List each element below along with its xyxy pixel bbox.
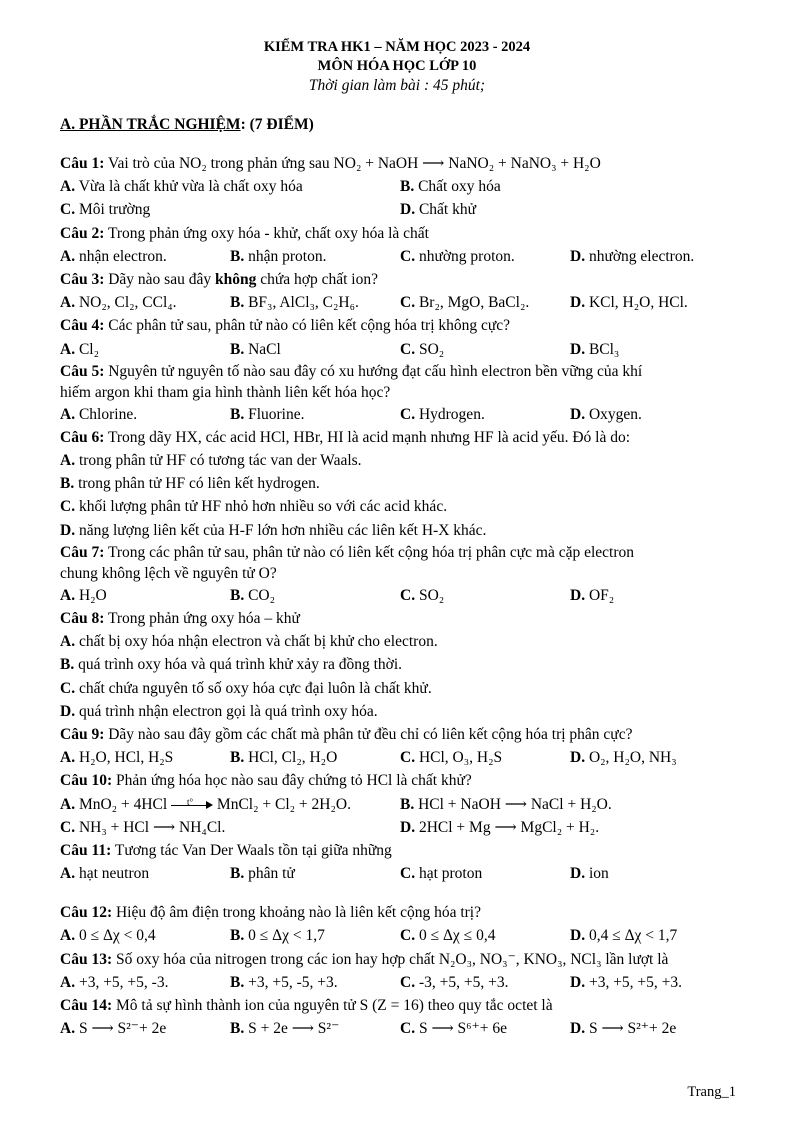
option-label: B. [230,247,245,265]
option-label: C. [400,405,416,423]
section-points: : (7 ĐIỂM) [240,116,314,133]
option-text: NH₃ + HCl ⟶ NH₄Cl. [78,818,226,836]
option-a [60,403,137,426]
option-c [400,924,495,947]
question-label: Câu 9: [60,725,105,743]
question-9 [60,723,740,746]
subject-title: MÔN HÓA HỌC LỚP 10 [317,58,477,74]
option-text: 0 ≤ Δχ < 1,7 [248,927,325,945]
question-5 [60,361,740,382]
option-d [570,862,609,885]
option-text: MnCl₂ + Cl₂ + 2H₂O. [216,795,351,813]
option-text: Chất oxy hóa [418,178,501,196]
option-label: B. [400,178,415,196]
option-a [60,449,740,472]
option-a [60,584,107,607]
option-label: C. [400,294,416,312]
option-d [570,584,614,607]
question-1-options-row2 [60,198,740,221]
option-text: chất bị oxy hóa nhận electron và chất bị khử cho electron. [78,633,438,651]
option-label: C. [60,498,76,516]
question-label: Câu 13: [60,950,113,968]
option-d [570,924,677,947]
option-label: A. [60,749,76,767]
option-text: hạt proton [418,865,483,883]
option-a [60,1017,166,1040]
option-label: D. [400,818,416,836]
option-text: 2HCl + Mg ⟶ MgCl₂ + H₂. [418,818,600,836]
question-label: Câu 7: [60,543,105,561]
option-label: C. [60,201,76,219]
option-b [230,338,281,361]
option-b [400,793,612,816]
option-text: Hydrogen. [418,405,485,423]
question-12-options [60,924,740,947]
option-text: O₂, H₂O, NH₃ [588,749,677,767]
spacer [60,885,740,901]
option-c [400,245,515,268]
question-text: Mô tả sự hình thành ion của nguyên tử S (Z = 16) theo quy tắc octet là [115,997,553,1014]
option-label: B. [230,973,245,991]
option-label: A. [60,340,76,358]
question-5-continued [60,382,740,403]
option-b [60,653,740,676]
option-c [400,971,508,994]
option-text: BF₃, AlCl₃, C₂H₆. [248,294,359,312]
option-text: HCl, O₃, H₂S [418,749,503,767]
question-9-options [60,746,740,769]
question-5-options [60,403,740,426]
exam-title: KIỂM TRA HK1 – NĂM HỌC 2023 - 2024 [263,39,531,55]
option-text: Vừa là chất khử vừa là chất oxy hóa [78,178,303,196]
question-text: Nguyên tử nguyên tố nào sau đây có xu hướng đạt cấu hình electron bền vững của khí [108,362,643,380]
option-d [570,1017,676,1040]
option-label: D. [570,405,586,423]
option-d [570,971,682,994]
option-a [60,291,177,314]
option-b [230,403,305,426]
option-d [60,700,740,723]
question-label: Câu 10: [60,772,113,790]
option-a [60,862,149,885]
option-a [60,924,156,947]
option-a [60,338,99,361]
option-label: B. [230,340,245,358]
option-label: A. [60,294,76,312]
option-b [230,924,325,947]
question-text: Phản ứng hóa học nào sau đây chứng tỏ HCl là chất khử? [115,772,472,790]
option-text: Cl₂ [78,340,100,358]
option-label: A. [60,247,76,265]
option-a [60,793,351,816]
option-label: C. [60,679,76,697]
option-text: CO₂ [248,586,276,604]
question-10-options-row2 [60,816,740,839]
question-text: Dãy nào sau đây gồm các chất mà phân tử đều chỉ có liên kết cộng hóa trị phân cực? [108,725,633,743]
question-4-options [60,338,740,361]
question-10 [60,769,740,792]
question-4 [60,314,740,337]
option-label: B. [230,865,245,883]
question-label: Câu 11: [60,841,112,859]
option-text: quá trình nhận electron gọi là quá trình oxy hóa. [78,702,378,720]
question-label: Câu 8: [60,610,105,627]
option-text: 0 ≤ Δχ < 0,4 [78,927,156,945]
option-a [60,746,173,769]
option-label: B. [230,294,245,312]
option-label: A. [60,633,76,651]
option-label: C. [400,927,416,945]
option-text: chất chứa nguyên tố số oxy hóa cực đại luôn là chất khử. [78,679,432,697]
question-label: Câu 12: [60,904,113,922]
option-text: nhận proton. [248,247,327,265]
question-text: Tương tác Van Der Waals tồn tại giữa những [114,841,392,859]
option-label: C. [400,247,416,265]
option-b [60,472,740,495]
option-text: 0,4 ≤ Δχ < 1,7 [588,927,678,945]
option-c [400,584,444,607]
option-text: HCl, Cl₂, H₂O [248,749,338,767]
option-label: D. [60,521,76,539]
question-11 [60,839,740,862]
option-label: C. [400,340,416,358]
question-text: chung không lệch về nguyên tử O? [60,564,277,582]
option-c [400,746,502,769]
question-label: Câu 4: [60,317,105,335]
option-b [230,245,326,268]
question-label: Câu 6: [60,428,105,446]
option-label: B. [230,405,245,423]
option-text: NO₂, Cl₂, CCl₄. [78,294,177,312]
option-label: C. [400,749,416,767]
option-text: S ⟶ S²⁺+ 2e [588,1020,677,1038]
question-7-options [60,584,740,607]
question-8 [60,607,740,630]
option-text: ion [588,865,609,883]
option-text: trong phân tử HF có liên kết hydrogen. [78,475,320,493]
question-14-options [60,1017,740,1040]
option-label: D. [570,586,586,604]
option-text: khối lượng phân tử HF nhỏ hơn nhiều so với các acid khác. [78,498,448,516]
option-c [60,816,225,839]
option-b [400,175,501,198]
option-d [570,746,677,769]
option-label: D. [570,247,586,265]
option-label: D. [570,294,586,312]
question-10-options-row1 [60,793,740,816]
option-text: S + 2e ⟶ S²⁻ [248,1020,340,1038]
option-text: +3, +5, +5, +3. [588,973,683,991]
option-b [230,746,337,769]
section-heading [60,116,314,134]
option-d [570,403,642,426]
option-text: Môi trường [78,201,151,219]
option-label: A. [60,586,76,604]
question-2-options [60,245,740,268]
question-1 [60,152,740,175]
option-label: A. [60,973,76,991]
question-13 [60,948,740,971]
option-d [400,198,476,221]
option-text: quá trình oxy hóa và quá trình khử xảy ra đồng thời. [78,656,403,674]
option-b [230,971,338,994]
option-text: 0 ≤ Δχ ≤ 0,4 [418,927,496,945]
option-text: OF₂ [588,586,615,604]
question-3 [60,268,740,291]
question-text: hiếm argon khi tham gia hình thành liên kết hóa học? [60,383,391,401]
option-label: A. [60,865,76,883]
option-c [60,495,740,518]
question-13-options [60,971,740,994]
option-text: HCl + NaOH ⟶ NaCl + H₂O. [418,795,612,813]
option-text: SO₂ [418,586,445,604]
option-label: B. [400,795,415,813]
option-label: A. [60,795,76,813]
question-text: Số oxy hóa của nitrogen trong các ion hay hợp chất N₂O₃, NO₃⁻, KNO₃, NCl₃ lần lượt là [115,950,669,968]
option-d [400,816,599,839]
option-text: nhường proton. [418,247,515,265]
option-c [400,1017,507,1040]
option-text: +3, +5, +5, -3. [78,973,169,991]
option-text: KCl, H₂O, HCl. [588,294,688,312]
question-text: Trong phản ứng oxy hóa - khử, chất oxy hóa là chất [107,224,429,242]
option-label: C. [400,586,416,604]
option-text: nhận electron. [78,247,167,265]
option-text: S ⟶ S²⁻+ 2e [78,1020,167,1038]
option-a [60,971,168,994]
question-14 [60,994,740,1017]
option-text: S ⟶ S⁶⁺+ 6e [418,1020,507,1038]
option-text: trong phân tử HF có tương tác van der Waals. [78,452,362,470]
option-label: D. [570,865,586,883]
option-label: B. [230,749,245,767]
option-label: D. [570,749,586,767]
option-b [230,291,359,314]
question-1-options-row1 [60,175,740,198]
option-text: Fluorine. [248,405,305,423]
option-text: SO₂ [418,340,445,358]
reaction-arrow-icon [171,796,213,810]
option-c [400,338,444,361]
option-d [570,245,694,268]
question-text: Hiệu độ âm điện trong khoảng nào là liên kết cộng hóa trị? [115,904,481,922]
question-label: Câu 2: [60,224,105,242]
question-3-options [60,291,740,314]
option-d [570,338,619,361]
option-label: D. [570,973,586,991]
option-d [60,519,740,542]
option-label: A. [60,927,76,945]
option-label: A. [60,452,76,470]
option-text: Br₂, MgO, BaCl₂. [418,294,530,312]
option-text: NaCl [248,340,281,358]
option-text: Oxygen. [588,405,642,423]
option-text: hạt neutron [78,865,150,883]
question-label: Câu 5: [60,362,105,380]
option-b [230,1017,339,1040]
question-label: Câu 3: [60,270,105,288]
option-label: D. [400,201,416,219]
option-label: B. [230,927,245,945]
option-label: B. [230,586,245,604]
option-c [60,677,740,700]
page-number: Trang_1 [687,1084,736,1100]
question-text: chứa hợp chất ion? [256,270,378,288]
option-text: năng lượng liên kết của H-F lớn hơn nhiều các liên kết H-X khác. [78,521,487,539]
option-label: D. [570,1020,586,1038]
question-7-continued [60,563,740,584]
question-text: Các phân tử sau, phân tử nào có liên kết cộng hóa trị không cực? [108,317,511,335]
option-label: C. [60,818,76,836]
option-label: C. [400,1020,416,1038]
option-label: A. [60,178,76,196]
question-label: Câu 14: [60,997,113,1014]
option-d [570,291,688,314]
option-text: MnO₂ + 4HCl [78,795,168,813]
option-label: B. [60,656,75,674]
time-limit: Thời gian làm bài : 45 phút; [308,77,486,94]
option-c [400,403,485,426]
option-a [60,245,167,268]
option-text: BCl₃ [588,340,620,358]
option-label: B. [230,1020,245,1038]
option-label: B. [60,475,75,493]
option-text: Chlorine. [78,405,138,423]
option-c [400,291,529,314]
option-label: A. [60,405,76,423]
section-title: A. PHẦN TRẮC NGHIỆM [60,116,241,133]
question-text: Trong phản ứng oxy hóa – khử [107,610,300,627]
option-text: -3, +5, +5, +3. [418,973,509,991]
option-text: +3, +5, -5, +3. [248,973,338,991]
question-text: Trong dãy HX, các acid HCl, HBr, HI là acid mạnh nhưng HF là acid yếu. Đó là do: [107,428,631,446]
option-b [230,584,275,607]
option-a [60,175,303,198]
option-b [230,862,295,885]
option-label: D. [570,340,586,358]
question-6 [60,426,740,449]
exam-header [0,38,794,95]
option-label: D. [570,927,586,945]
option-label: C. [400,865,416,883]
option-text: Chất khử [418,201,477,219]
option-text: H₂O, HCl, H₂S [78,749,174,767]
question-7 [60,542,740,563]
question-2 [60,222,740,245]
question-emphasis: không [214,270,257,288]
question-list [60,152,740,1040]
question-text: Trong các phân tử sau, phân tử nào có liên kết cộng hóa trị phân cực mà cặp electron [107,543,635,561]
heat-condition: t° [187,796,194,807]
question-text: Dãy nào sau đây [108,270,215,288]
question-label: Câu 1: [60,155,105,172]
option-text: H₂O [78,586,107,604]
option-c [400,862,482,885]
option-label: C. [400,973,416,991]
option-c [60,198,150,221]
option-text: nhường electron. [588,247,695,265]
option-label: A. [60,1020,76,1038]
option-label: D. [60,702,76,720]
question-11-options [60,862,740,885]
option-a [60,630,740,653]
question-12 [60,901,740,924]
question-text: Vai trò của NO₂ trong phản ứng sau NO₂ + NaOH ⟶ NaNO₂ + NaNO₃ + H₂O [107,155,601,172]
option-text: phân tử [248,865,295,883]
